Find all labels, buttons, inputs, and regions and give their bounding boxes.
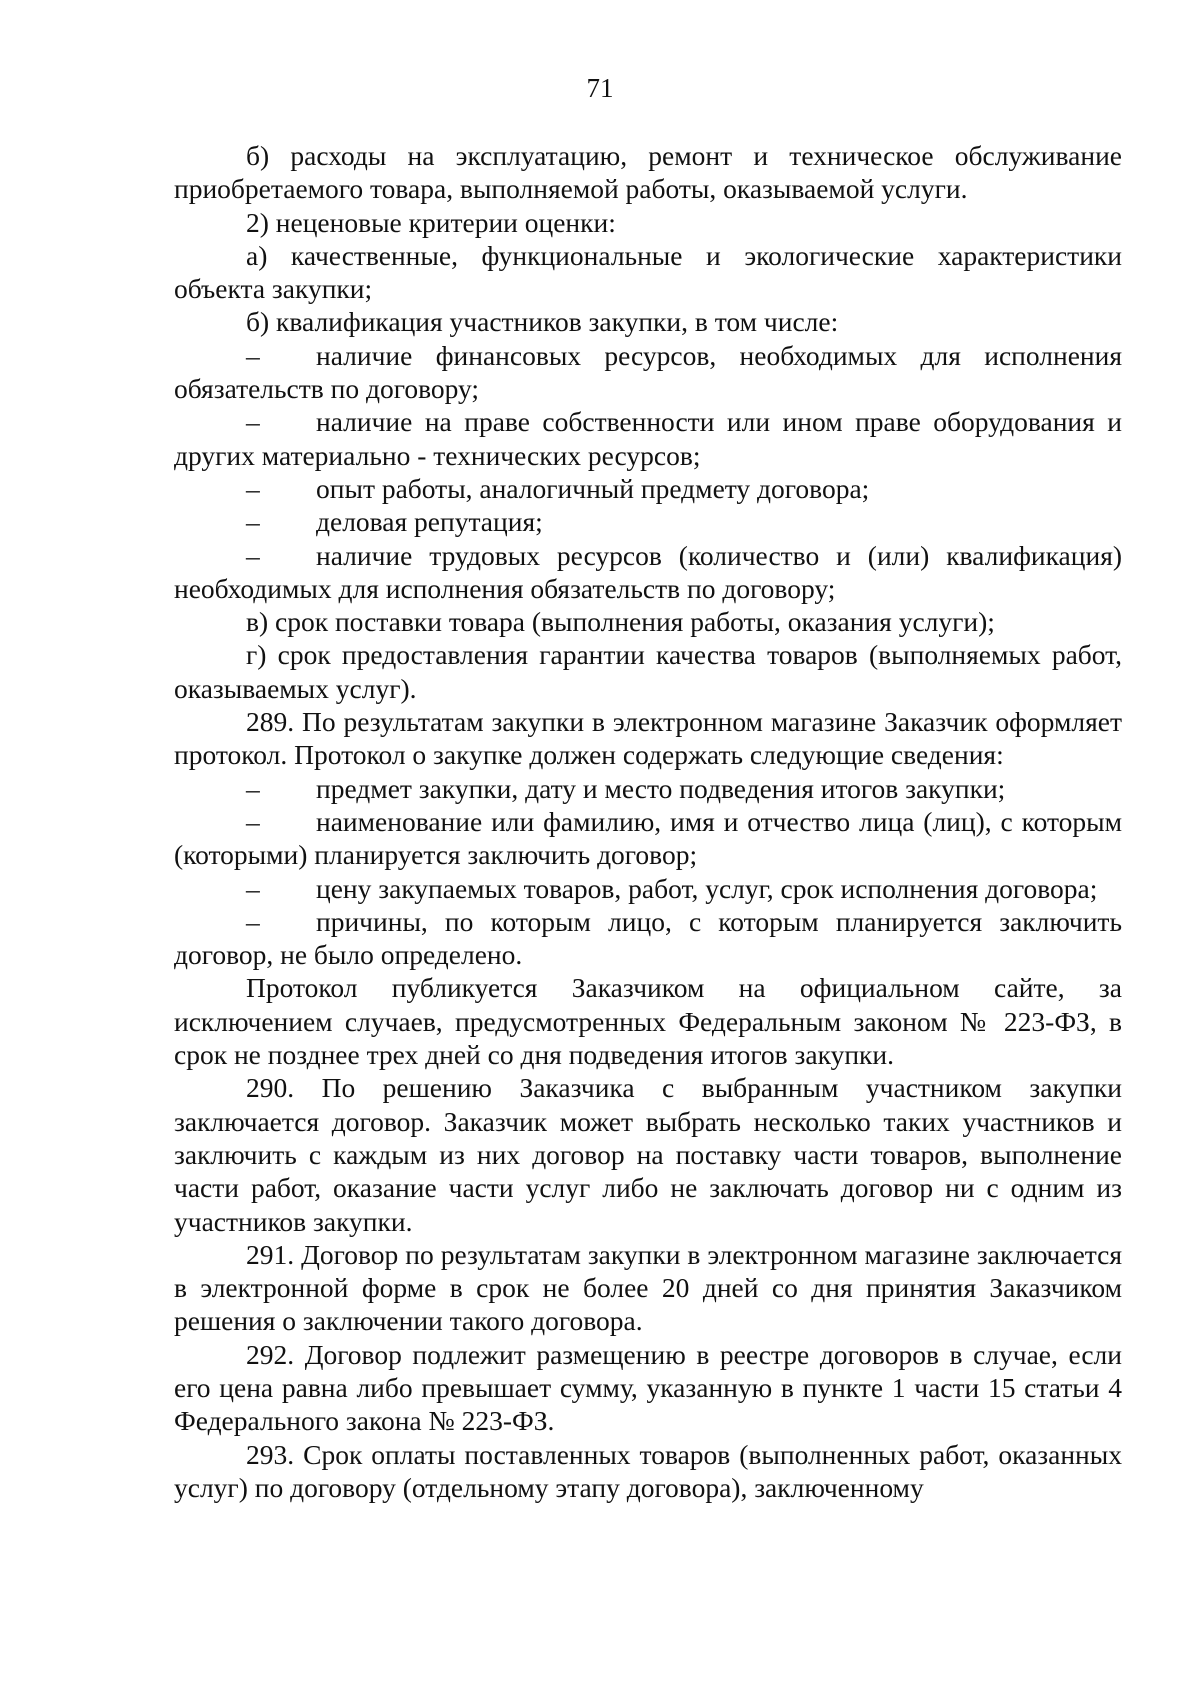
dash-mark: –	[246, 872, 260, 904]
paragraph-protocol-publication: Протокол публикуется Заказчиком на официальном сайте, за исключением случаев, предусмотренных Федеральным законом № 223-ФЗ, в срок не позднее трех дней со дня подведения итогов закупки.	[174, 972, 1122, 1071]
paragraph-warranty-term: г) срок предоставления гарантии качества товаров (выполняемых работ, оказываемых услуг).	[174, 639, 1122, 704]
dash-mark: –	[246, 406, 260, 438]
dash-item-price	[174, 872, 1122, 905]
dash-item-text: наличие на праве собственности или ином праве оборудования и других материально - технических ресурсов;	[174, 406, 1122, 471]
dash-item-text: причины, по которым лицо, с которым планируется заключить договор, не было определено.	[174, 905, 1122, 971]
dash-item-labor-resources	[174, 539, 1122, 606]
paragraph-292: 292. Договор подлежит размещению в реестре договоров в случае, если его цена равна либо превышает сумму, указанную в пункте 1 части 15 статьи 4 Федерального закона № 223-ФЗ.	[174, 1338, 1122, 1437]
paragraph-expenses: б) расходы на эксплуатацию, ремонт и техническое обслуживание приобретаемого товара, выполняемой работы, оказываемой услуги.	[174, 140, 1122, 205]
dash-mark: –	[246, 339, 260, 371]
paragraph-qualification: б) квалификация участников закупки, в том числе:	[246, 306, 839, 338]
dash-item-reasons	[174, 905, 1122, 972]
dash-mark: –	[246, 506, 260, 538]
document-body	[174, 139, 1122, 1504]
paragraph-291: 291. Договор по результатам закупки в электронном магазине заключается в электронной форме в срок не более 20 дней со дня принятия Заказчиком решения о заключении такого договора.	[174, 1238, 1122, 1337]
dash-item-text: наименование или фамилию, имя и отчество лица (лиц), с которым (которыми) планируется заключить договор;	[174, 805, 1122, 871]
dash-item-reputation	[174, 505, 1122, 538]
dash-mark: –	[246, 539, 260, 571]
dash-mark: –	[246, 805, 260, 837]
dash-mark: –	[246, 905, 260, 937]
dash-item-text: деловая репутация;	[316, 506, 543, 538]
dash-item-text: цену закупаемых товаров, работ, услуг, срок исполнения договора;	[316, 872, 1098, 904]
dash-item-text: предмет закупки, дату и место подведения итогов закупки;	[316, 772, 1006, 804]
page-number: 71	[586, 73, 614, 103]
dash-mark: –	[246, 472, 260, 504]
dash-item-text: наличие финансовых ресурсов, необходимых для исполнения обязательств по договору;	[174, 339, 1122, 405]
paragraph-delivery-term: в) срок поставки товара (выполнения работы, оказания услуги);	[246, 606, 995, 638]
paragraph-quality-characteristics: а) качественные, функциональные и экологические характеристики объекта закупки;	[174, 239, 1122, 305]
dash-item-name	[174, 805, 1122, 872]
paragraph-289: 289. По результатам закупки в электронном магазине Заказчик оформляет протокол. Протокол о закупке должен содержать следующие сведения:	[174, 706, 1122, 771]
dash-mark: –	[246, 772, 260, 804]
dash-item-text: наличие трудовых ресурсов (количество и (или) квалификация) необходимых для исполнения обязательств по договору;	[174, 539, 1122, 604]
dash-item-text: опыт работы, аналогичный предмету договора;	[316, 472, 870, 504]
dash-item-subject	[174, 772, 1122, 805]
paragraph-293: 293. Срок оплаты поставленных товаров (выполненных работ, оказанных услуг) по договору (отдельному этапу договора), заключенному	[174, 1438, 1122, 1503]
dash-item-equipment	[174, 405, 1122, 472]
dash-item-experience	[174, 472, 1122, 505]
paragraph-290: 290. По решению Заказчика с выбранным участником закупки заключается договор. Заказчик может выбрать несколько таких участников и заключить с каждым из них договор на поставку части товаров, выполнение части работ, оказание части услуг либо не заключать договор ни с одним из участников закупки.	[174, 1072, 1122, 1237]
dash-item-financial-resources	[174, 339, 1122, 406]
paragraph-nonprice-criteria: 2) неценовые критерии оценки:	[246, 206, 616, 238]
